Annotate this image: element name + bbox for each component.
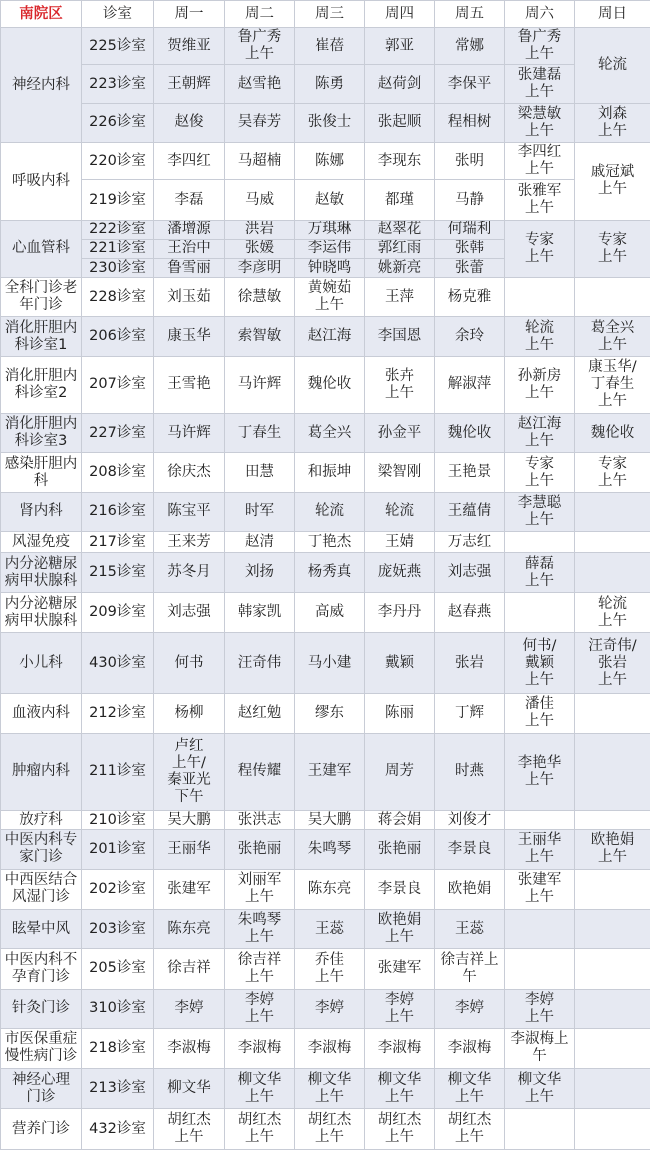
doctor-cell: 柳文华 上午 xyxy=(365,1069,435,1109)
doctor-cell: 徐庆杰 xyxy=(154,453,225,492)
doctor-cell: 轮流 xyxy=(575,28,650,104)
room-cell: 226诊室 xyxy=(82,103,154,142)
doctor-cell: 陈宝平 xyxy=(154,492,225,531)
doctor-cell: 张明 xyxy=(435,143,505,180)
header-room: 诊室 xyxy=(82,1,154,28)
table-row xyxy=(1,830,650,869)
doctor-cell: 梁智刚 xyxy=(365,453,435,492)
doctor-cell: 刘志强 xyxy=(435,553,505,593)
room-cell: 216诊室 xyxy=(82,492,154,531)
doctor-cell: 魏伦收 xyxy=(295,356,365,413)
doctor-cell: 王艳景 xyxy=(435,453,505,492)
doctor-cell: 李四红 xyxy=(154,143,225,180)
doctor-cell: 赵春燕 xyxy=(435,593,505,632)
doctor-cell: 陈东亮 xyxy=(295,869,365,909)
doctor-cell xyxy=(575,492,650,531)
doctor-cell: 何瑞利 xyxy=(435,220,505,239)
room-cell: 227诊室 xyxy=(82,414,154,453)
room-cell: 201诊室 xyxy=(82,830,154,869)
doctor-cell: 汪奇伟 xyxy=(225,632,295,693)
doctor-cell: 朱鸣琴 上午 xyxy=(225,909,295,948)
room-cell: 205诊室 xyxy=(82,949,154,989)
doctor-cell: 赵红勉 xyxy=(225,694,295,733)
table-row xyxy=(1,65,650,103)
doctor-cell: 张洪志 xyxy=(225,811,295,830)
doctor-cell: 时军 xyxy=(225,492,295,531)
table-row xyxy=(1,1028,650,1068)
doctor-cell: 柳文华 xyxy=(154,1069,225,1109)
doctor-cell xyxy=(505,909,575,948)
doctor-cell: 王来芳 xyxy=(154,532,225,553)
table-row xyxy=(1,453,650,492)
doctor-cell: 丁艳杰 xyxy=(295,532,365,553)
doctor-cell: 魏伦收 xyxy=(435,414,505,453)
table-row xyxy=(1,694,650,733)
doctor-cell: 苏冬月 xyxy=(154,553,225,593)
table-row xyxy=(1,532,650,553)
doctor-cell: 薛磊 上午 xyxy=(505,553,575,593)
doctor-cell xyxy=(505,593,575,632)
doctor-cell: 吴大鹏 xyxy=(295,811,365,830)
department-cell: 消化肝胆内 科诊室3 xyxy=(1,414,82,453)
doctor-cell: 王朝辉 xyxy=(154,65,225,103)
department-cell: 营养门诊 xyxy=(1,1109,82,1150)
doctor-cell: 张建军 上午 xyxy=(505,869,575,909)
doctor-cell xyxy=(575,532,650,553)
doctor-cell: 王蕊 xyxy=(435,909,505,948)
doctor-cell: 陈东亮 xyxy=(154,909,225,948)
doctor-cell xyxy=(505,532,575,553)
doctor-cell: 轮流 xyxy=(295,492,365,531)
room-cell: 206诊室 xyxy=(82,317,154,356)
doctor-cell xyxy=(575,278,650,317)
doctor-cell xyxy=(575,869,650,909)
doctor-cell: 乔佳 上午 xyxy=(295,949,365,989)
doctor-cell xyxy=(575,811,650,830)
doctor-cell: 汪奇伟/ 张岩 上午 xyxy=(575,632,650,693)
doctor-cell: 常娜 xyxy=(435,28,505,65)
department-cell: 消化肝胆内 科诊室1 xyxy=(1,317,82,356)
doctor-cell: 张建磊 上午 xyxy=(505,65,575,103)
doctor-cell: 赵敏 xyxy=(295,180,365,220)
doctor-cell: 欧艳娟 上午 xyxy=(575,830,650,869)
doctor-cell: 张俊士 xyxy=(295,103,365,142)
doctor-cell: 张蕾 xyxy=(435,258,505,277)
header-day-sat: 周六 xyxy=(505,1,575,28)
department-cell: 小儿科 xyxy=(1,632,82,693)
doctor-cell: 李婷 上午 xyxy=(505,989,575,1028)
doctor-cell: 胡红杰 上午 xyxy=(225,1109,295,1150)
doctor-cell: 马威 xyxy=(225,180,295,220)
doctor-cell: 李婷 上午 xyxy=(225,989,295,1028)
doctor-cell: 程传耀 xyxy=(225,733,295,811)
table-row xyxy=(1,356,650,413)
doctor-cell: 鲁雪丽 xyxy=(154,258,225,277)
table-row xyxy=(1,220,650,239)
department-cell: 血液内科 xyxy=(1,694,82,733)
doctor-cell: 何书 xyxy=(154,632,225,693)
header-day-mon: 周一 xyxy=(154,1,225,28)
doctor-cell: 轮流 xyxy=(365,492,435,531)
doctor-cell: 赵雪艳 xyxy=(225,65,295,103)
header-day-fri: 周五 xyxy=(435,1,505,28)
doctor-cell: 刘志强 xyxy=(154,593,225,632)
doctor-cell: 李景良 xyxy=(365,869,435,909)
doctor-cell xyxy=(575,733,650,811)
doctor-cell: 张建军 xyxy=(154,869,225,909)
doctor-cell xyxy=(505,278,575,317)
room-cell: 230诊室 xyxy=(82,258,154,277)
room-cell: 225诊室 xyxy=(82,28,154,65)
doctor-cell xyxy=(575,553,650,593)
doctor-cell: 杨克雅 xyxy=(435,278,505,317)
doctor-cell: 缪东 xyxy=(295,694,365,733)
doctor-cell: 李婷 xyxy=(435,989,505,1028)
doctor-cell xyxy=(575,694,650,733)
room-cell: 430诊室 xyxy=(82,632,154,693)
department-cell: 神经内科 xyxy=(1,28,82,143)
doctor-cell: 徐吉祥 xyxy=(154,949,225,989)
doctor-cell: 李保平 xyxy=(435,65,505,103)
doctor-cell: 柳文华 上午 xyxy=(505,1069,575,1109)
room-cell: 310诊室 xyxy=(82,989,154,1028)
header-day-sun: 周日 xyxy=(575,1,650,28)
room-cell: 208诊室 xyxy=(82,453,154,492)
doctor-cell: 赵清 xyxy=(225,532,295,553)
doctor-cell: 杨秀真 xyxy=(295,553,365,593)
room-cell: 219诊室 xyxy=(82,180,154,220)
table-row xyxy=(1,278,650,317)
department-cell: 消化肝胆内 科诊室2 xyxy=(1,356,82,413)
table-row xyxy=(1,869,650,909)
doctor-cell: 李淑梅 xyxy=(154,1028,225,1068)
room-cell: 215诊室 xyxy=(82,553,154,593)
doctor-cell: 何书/ 戴颖 上午 xyxy=(505,632,575,693)
doctor-cell: 庞妩燕 xyxy=(365,553,435,593)
doctor-cell: 张艳丽 xyxy=(225,830,295,869)
doctor-cell: 刘玉茹 xyxy=(154,278,225,317)
table-row xyxy=(1,143,650,180)
doctor-cell: 李彦明 xyxy=(225,258,295,277)
table-row xyxy=(1,1069,650,1109)
doctor-cell: 赵翠花 xyxy=(365,220,435,239)
doctor-cell: 吴大鹏 xyxy=(154,811,225,830)
room-cell: 222诊室 xyxy=(82,220,154,239)
doctor-cell: 葛全兴 xyxy=(295,414,365,453)
doctor-cell: 李淑梅 xyxy=(435,1028,505,1068)
department-cell: 中医内科不 孕育门诊 xyxy=(1,949,82,989)
bottom-strip xyxy=(0,1150,650,1154)
doctor-cell: 崔蓓 xyxy=(295,28,365,65)
doctor-cell: 孙新房 上午 xyxy=(505,356,575,413)
doctor-cell: 马超楠 xyxy=(225,143,295,180)
doctor-cell: 欧艳娟 xyxy=(435,869,505,909)
doctor-cell: 专家 上午 xyxy=(575,220,650,277)
department-cell: 心血管科 xyxy=(1,220,82,277)
doctor-cell: 柳文华 上午 xyxy=(295,1069,365,1109)
doctor-cell: 葛全兴 上午 xyxy=(575,317,650,356)
doctor-cell: 专家 上午 xyxy=(505,453,575,492)
doctor-cell: 王蕊 xyxy=(295,909,365,948)
doctor-cell xyxy=(505,811,575,830)
doctor-cell: 赵江海 上午 xyxy=(505,414,575,453)
doctor-cell: 李国恩 xyxy=(365,317,435,356)
department-cell: 肿瘤内科 xyxy=(1,733,82,811)
doctor-cell: 刘扬 xyxy=(225,553,295,593)
doctor-cell: 李婷 xyxy=(295,989,365,1028)
doctor-cell: 鲁广秀 上午 xyxy=(225,28,295,65)
doctor-cell: 李淑梅 xyxy=(225,1028,295,1068)
room-cell: 209诊室 xyxy=(82,593,154,632)
room-cell: 432诊室 xyxy=(82,1109,154,1150)
doctor-cell: 孙金平 xyxy=(365,414,435,453)
doctor-cell: 韩家凯 xyxy=(225,593,295,632)
doctor-cell: 王治中 xyxy=(154,239,225,258)
room-cell: 202诊室 xyxy=(82,869,154,909)
department-cell: 内分泌糖尿 病甲状腺科 xyxy=(1,553,82,593)
doctor-cell: 王萍 xyxy=(365,278,435,317)
room-cell: 228诊室 xyxy=(82,278,154,317)
doctor-cell: 赵江海 xyxy=(295,317,365,356)
doctor-cell: 丁春生 xyxy=(225,414,295,453)
table-row xyxy=(1,989,650,1028)
doctor-cell: 郭红雨 xyxy=(365,239,435,258)
room-cell: 203诊室 xyxy=(82,909,154,948)
doctor-cell: 刘丽军 上午 xyxy=(225,869,295,909)
table-row xyxy=(1,1109,650,1150)
doctor-cell xyxy=(575,909,650,948)
doctor-cell: 陈丽 xyxy=(365,694,435,733)
doctor-cell: 徐吉祥上 午 xyxy=(435,949,505,989)
doctor-cell: 李婷 上午 xyxy=(365,989,435,1028)
table-row xyxy=(1,811,650,830)
doctor-cell: 田慧 xyxy=(225,453,295,492)
doctor-cell: 李现东 xyxy=(365,143,435,180)
doctor-cell: 高威 xyxy=(295,593,365,632)
table-row xyxy=(1,180,650,220)
doctor-cell: 戚冠斌 上午 xyxy=(575,143,650,221)
doctor-cell: 李淑梅上 午 xyxy=(505,1028,575,1068)
doctor-cell: 张卉 上午 xyxy=(365,356,435,413)
department-cell: 全科门诊老 年门诊 xyxy=(1,278,82,317)
doctor-cell: 卢红 上午/ 秦亚光 下午 xyxy=(154,733,225,811)
doctor-cell: 专家 上午 xyxy=(505,220,575,277)
department-cell: 风湿免疫 xyxy=(1,532,82,553)
room-cell: 217诊室 xyxy=(82,532,154,553)
room-cell: 218诊室 xyxy=(82,1028,154,1068)
room-cell: 223诊室 xyxy=(82,65,154,103)
doctor-cell: 李淑梅 xyxy=(365,1028,435,1068)
doctor-cell: 王丽华 上午 xyxy=(505,830,575,869)
doctor-cell: 欧艳娟 上午 xyxy=(365,909,435,948)
doctor-cell: 洪岩 xyxy=(225,220,295,239)
doctor-cell: 胡红杰 上午 xyxy=(295,1109,365,1150)
doctor-cell: 黄婉茹 上午 xyxy=(295,278,365,317)
table-row xyxy=(1,909,650,948)
doctor-cell: 张起顺 xyxy=(365,103,435,142)
doctor-cell: 索智敏 xyxy=(225,317,295,356)
doctor-cell: 赵荷剑 xyxy=(365,65,435,103)
doctor-cell: 都瑾 xyxy=(365,180,435,220)
doctor-cell: 杨柳 xyxy=(154,694,225,733)
doctor-cell: 李运伟 xyxy=(295,239,365,258)
doctor-cell: 万志红 xyxy=(435,532,505,553)
doctor-cell: 郭亚 xyxy=(365,28,435,65)
doctor-cell: 陈娜 xyxy=(295,143,365,180)
doctor-cell: 周芳 xyxy=(365,733,435,811)
doctor-cell: 轮流 上午 xyxy=(575,593,650,632)
doctor-cell: 胡红杰 上午 xyxy=(154,1109,225,1150)
table-row xyxy=(1,949,650,989)
doctor-cell: 万琪琳 xyxy=(295,220,365,239)
table-row xyxy=(1,632,650,693)
doctor-cell: 徐吉祥 上午 xyxy=(225,949,295,989)
doctor-cell xyxy=(575,1028,650,1068)
room-cell: 211诊室 xyxy=(82,733,154,811)
department-cell: 神经心理 门诊 xyxy=(1,1069,82,1109)
room-cell: 210诊室 xyxy=(82,811,154,830)
room-cell: 212诊室 xyxy=(82,694,154,733)
doctor-cell: 柳文华 上午 xyxy=(435,1069,505,1109)
department-cell: 中西医结合 风湿门诊 xyxy=(1,869,82,909)
doctor-cell xyxy=(575,1109,650,1150)
doctor-cell: 马许辉 xyxy=(154,414,225,453)
doctor-cell xyxy=(505,1109,575,1150)
room-cell: 213诊室 xyxy=(82,1069,154,1109)
doctor-cell: 李磊 xyxy=(154,180,225,220)
department-cell: 针灸门诊 xyxy=(1,989,82,1028)
doctor-cell: 李四红 上午 xyxy=(505,143,575,180)
doctor-cell: 和振坤 xyxy=(295,453,365,492)
doctor-cell: 轮流 上午 xyxy=(505,317,575,356)
table-row xyxy=(1,593,650,632)
table-row xyxy=(1,317,650,356)
doctor-cell xyxy=(575,989,650,1028)
doctor-cell: 潘增源 xyxy=(154,220,225,239)
department-cell: 市医保重症 慢性病门诊 xyxy=(1,1028,82,1068)
department-cell: 肾内科 xyxy=(1,492,82,531)
doctor-cell: 王丽华 xyxy=(154,830,225,869)
doctor-cell: 潘佳 上午 xyxy=(505,694,575,733)
doctor-cell: 李慧聪 上午 xyxy=(505,492,575,531)
doctor-cell: 蒋会娟 xyxy=(365,811,435,830)
doctor-cell: 王婧 xyxy=(365,532,435,553)
doctor-cell: 康玉华/ 丁春生 上午 xyxy=(575,356,650,413)
table-row xyxy=(1,492,650,531)
table-row xyxy=(1,553,650,593)
doctor-cell: 马静 xyxy=(435,180,505,220)
doctor-cell: 张岩 xyxy=(435,632,505,693)
doctor-cell: 王建军 xyxy=(295,733,365,811)
doctor-cell: 马小建 xyxy=(295,632,365,693)
table-row xyxy=(1,103,650,142)
doctor-cell: 胡红杰 上午 xyxy=(435,1109,505,1150)
table-row xyxy=(1,414,650,453)
doctor-cell: 刘森 上午 xyxy=(575,103,650,142)
department-cell: 中医内科专 家门诊 xyxy=(1,830,82,869)
room-cell: 221诊室 xyxy=(82,239,154,258)
doctor-cell: 王蕴倩 xyxy=(435,492,505,531)
doctor-cell: 李淑梅 xyxy=(295,1028,365,1068)
doctor-cell: 李丹丹 xyxy=(365,593,435,632)
room-cell: 207诊室 xyxy=(82,356,154,413)
doctor-cell: 陈勇 xyxy=(295,65,365,103)
header-day-wed: 周三 xyxy=(295,1,365,28)
doctor-cell: 解淑萍 xyxy=(435,356,505,413)
doctor-cell xyxy=(575,1069,650,1109)
doctor-cell: 贺维亚 xyxy=(154,28,225,65)
doctor-cell: 刘俊才 xyxy=(435,811,505,830)
table-row xyxy=(1,28,650,65)
doctor-cell: 柳文华 上午 xyxy=(225,1069,295,1109)
doctor-cell xyxy=(505,949,575,989)
campus-label: 南院区 xyxy=(1,1,82,28)
doctor-cell: 张媛 xyxy=(225,239,295,258)
doctor-cell: 王雪艳 xyxy=(154,356,225,413)
department-cell: 感染肝胆内 科 xyxy=(1,453,82,492)
doctor-cell: 丁辉 xyxy=(435,694,505,733)
doctor-cell: 鲁广秀 上午 xyxy=(505,28,575,65)
doctor-cell: 张雅军 上午 xyxy=(505,180,575,220)
doctor-cell xyxy=(575,949,650,989)
doctor-cell: 张建军 xyxy=(365,949,435,989)
doctor-cell: 张艳丽 xyxy=(365,830,435,869)
doctor-cell: 李景良 xyxy=(435,830,505,869)
department-cell: 内分泌糖尿 病甲状腺科 xyxy=(1,593,82,632)
doctor-cell: 徐慧敏 xyxy=(225,278,295,317)
doctor-cell: 朱鸣琴 xyxy=(295,830,365,869)
header-day-tue: 周二 xyxy=(225,1,295,28)
doctor-cell: 梁慧敏 上午 xyxy=(505,103,575,142)
doctor-cell: 吴春芳 xyxy=(225,103,295,142)
department-cell: 呼吸内科 xyxy=(1,143,82,221)
doctor-cell: 康玉华 xyxy=(154,317,225,356)
header-row xyxy=(1,1,650,28)
doctor-cell: 马许辉 xyxy=(225,356,295,413)
department-cell: 放疗科 xyxy=(1,811,82,830)
doctor-cell: 赵俊 xyxy=(154,103,225,142)
doctor-cell: 胡红杰 上午 xyxy=(365,1109,435,1150)
doctor-cell: 程相树 xyxy=(435,103,505,142)
room-cell: 220诊室 xyxy=(82,143,154,180)
table-row xyxy=(1,733,650,811)
doctor-cell: 专家 上午 xyxy=(575,453,650,492)
department-cell: 眩晕中风 xyxy=(1,909,82,948)
doctor-cell: 戴颖 xyxy=(365,632,435,693)
doctor-cell: 张韩 xyxy=(435,239,505,258)
doctor-cell: 时燕 xyxy=(435,733,505,811)
doctor-cell: 姚新亮 xyxy=(365,258,435,277)
header-day-thu: 周四 xyxy=(365,1,435,28)
doctor-cell: 李婷 xyxy=(154,989,225,1028)
doctor-cell: 李艳华 上午 xyxy=(505,733,575,811)
doctor-cell: 钟晓鸣 xyxy=(295,258,365,277)
doctor-cell: 魏伦收 xyxy=(575,414,650,453)
doctor-cell: 余玲 xyxy=(435,317,505,356)
